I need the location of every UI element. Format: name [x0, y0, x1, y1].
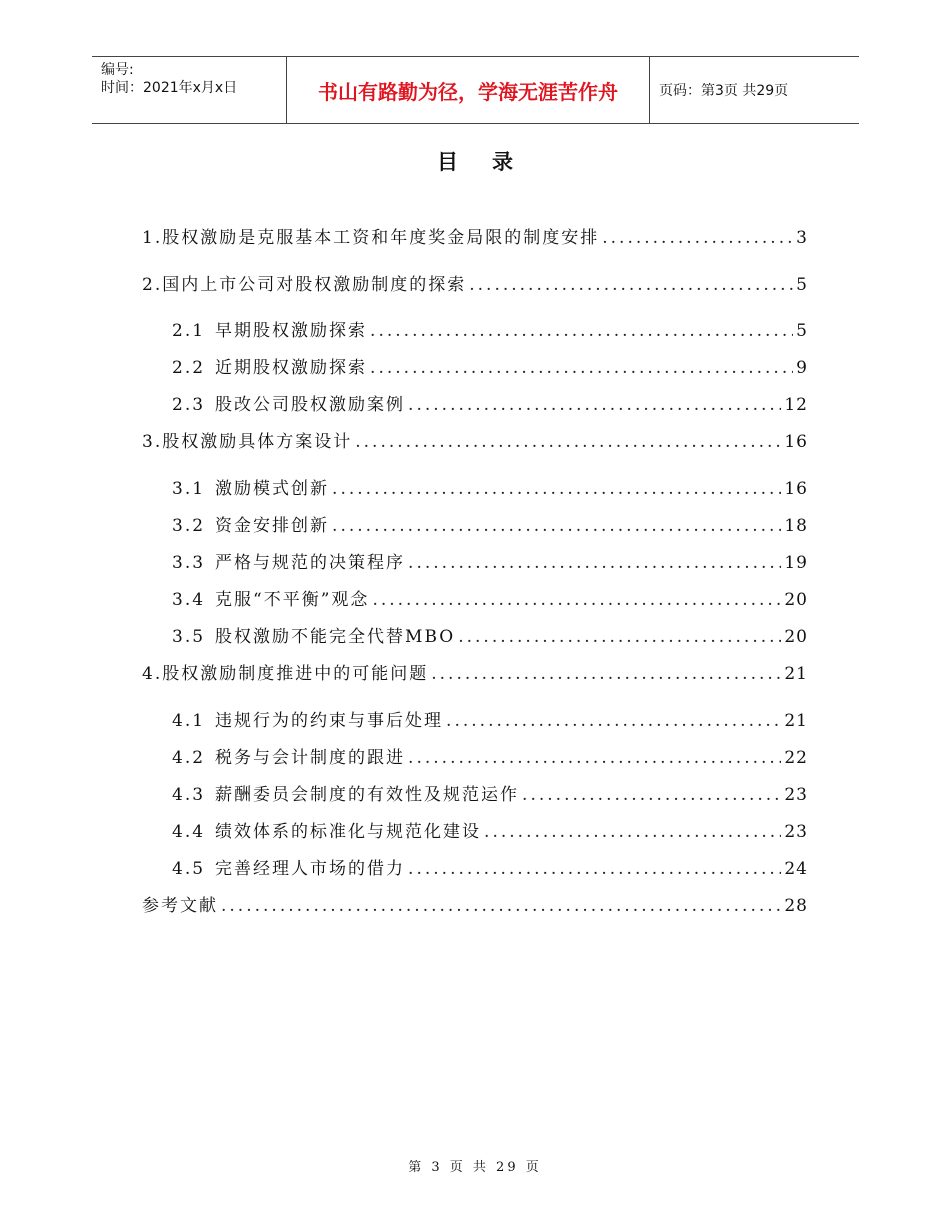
toc-entry-number: 3.3	[172, 553, 206, 573]
toc-entry-title: 克服“不平衡”观念	[215, 590, 370, 610]
toc-entry-number: 2.3	[172, 395, 206, 415]
toc-entry-page: 20	[784, 627, 808, 647]
toc-entry-number: 4.3	[172, 785, 206, 805]
toc-leader-dots	[355, 430, 781, 454]
toc-entry[interactable]	[172, 551, 808, 575]
toc-leader-dots	[446, 709, 781, 733]
toc-entry-title: 股改公司股权激励案例	[215, 395, 406, 415]
toc-entry-title: 税务与会计制度的跟进	[215, 748, 406, 768]
toc-leader-dots	[484, 820, 781, 844]
toc-entry-title: 参考文献	[142, 896, 218, 916]
toc-entry[interactable]	[142, 662, 808, 686]
toc-entry-page: 19	[784, 553, 808, 573]
toc-entry[interactable]	[172, 588, 808, 612]
toc-entry-title: 严格与规范的决策程序	[215, 553, 406, 573]
toc-entry-title: 违规行为的约束与事后处理	[215, 711, 444, 731]
toc-entry-page: 9	[796, 358, 808, 378]
toc-entry-title: 近期股权激励探索	[215, 358, 368, 378]
toc-entry-page: 20	[784, 590, 808, 610]
number-label: 编号:	[101, 62, 134, 78]
toc-entry-title: 早期股权激励探索	[215, 321, 368, 341]
toc-leader-dots	[332, 477, 781, 501]
toc-entry-page: 5	[796, 275, 808, 295]
toc-entry[interactable]	[142, 430, 808, 454]
toc-entry[interactable]	[142, 273, 808, 297]
toc-entry-number: 4.2	[172, 748, 206, 768]
toc-entry-page: 16	[784, 479, 808, 499]
toc-entry-title: 绩效体系的标准化与规范化建设	[215, 822, 482, 842]
toc-entry[interactable]	[172, 514, 808, 538]
toc-entry-title: 股权激励制度推进中的可能问题	[162, 664, 429, 684]
toc-entry-number: 3.1	[172, 479, 206, 499]
header-motto: 书山有路勤为径，学海无涯苦作舟	[287, 57, 650, 123]
toc-entry[interactable]	[172, 746, 808, 770]
header-meta	[92, 57, 287, 123]
toc-leader-dots	[370, 319, 793, 343]
toc-entry[interactable]	[172, 820, 808, 844]
toc-entry-title: 激励模式创新	[215, 479, 330, 499]
toc-entry[interactable]	[172, 625, 808, 649]
toc-entry-page: 12	[784, 395, 808, 415]
toc-entry-number: 4.	[142, 664, 163, 684]
toc-entry-page: 23	[784, 822, 808, 842]
toc-entry-page: 18	[784, 516, 808, 536]
toc-leader-dots	[602, 226, 793, 250]
page-header	[92, 56, 859, 124]
toc-entry[interactable]	[172, 319, 808, 343]
toc-leader-dots	[332, 514, 781, 538]
toc-entry-number: 2.	[142, 275, 163, 295]
toc-entry-number: 2.1	[172, 321, 206, 341]
toc-entry-title: 股权激励是克服基本工资和年度奖金局限的制度安排	[162, 228, 600, 248]
toc-entry-title: 国内上市公司对股权激励制度的探索	[162, 275, 467, 295]
toc-entry-number: 3.2	[172, 516, 206, 536]
toc-entry-page: 24	[784, 859, 808, 879]
toc-entry-number: 4.4	[172, 822, 206, 842]
toc-leader-dots	[469, 273, 793, 297]
toc-entry[interactable]	[172, 393, 808, 417]
toc-entry[interactable]	[142, 226, 808, 250]
toc-leader-dots	[408, 857, 781, 881]
toc-leader-dots	[408, 551, 781, 575]
toc-entry-page: 22	[784, 748, 808, 768]
toc-entry-title: 股权激励不能完全代替MBO	[215, 627, 456, 647]
toc-entry-number: 2.2	[172, 358, 206, 378]
toc-entry[interactable]	[172, 783, 808, 807]
toc-entry[interactable]	[172, 477, 808, 501]
toc-leader-dots	[522, 783, 781, 807]
toc-entry-number: 3.5	[172, 627, 206, 647]
toc-entry[interactable]	[172, 709, 808, 733]
toc-leader-dots	[370, 356, 793, 380]
toc-entry-number: 4.5	[172, 859, 206, 879]
toc-entry-page: 21	[784, 711, 808, 731]
header-page-info: 页码：第3页 共29页	[659, 83, 789, 99]
toc-entry[interactable]	[172, 857, 808, 881]
toc-entry-title: 完善经理人市场的借力	[215, 859, 406, 879]
toc-leader-dots	[372, 588, 781, 612]
toc-entry-title: 资金安排创新	[215, 516, 330, 536]
time-label: 时间：2021年x月x日	[101, 80, 238, 96]
toc-entry-page: 3	[796, 228, 808, 248]
toc-entry-page: 28	[784, 896, 808, 916]
toc-entry-title: 薪酬委员会制度的有效性及规范运作	[215, 785, 520, 805]
toc-title: 目录	[437, 150, 547, 174]
toc-entry-number: 4.1	[172, 711, 206, 731]
toc-leader-dots	[458, 625, 781, 649]
toc-entry-number: 1.	[142, 228, 163, 248]
toc-leader-dots	[408, 746, 781, 770]
toc-leader-dots	[431, 662, 781, 686]
toc-entry-number: 3.	[142, 432, 163, 452]
toc-leader-dots	[408, 393, 781, 417]
page-footer: 第 3 页 共 29 页	[408, 1160, 542, 1175]
toc-entry[interactable]	[142, 894, 808, 918]
toc-entry-page: 5	[796, 321, 808, 341]
toc-entry[interactable]	[172, 356, 808, 380]
toc-entry-page: 23	[784, 785, 808, 805]
toc-entry-page: 16	[784, 432, 808, 452]
toc-entry-page: 21	[784, 664, 808, 684]
toc-entry-title: 股权激励具体方案设计	[162, 432, 353, 452]
toc-entry-number: 3.4	[172, 590, 206, 610]
toc-leader-dots	[221, 894, 781, 918]
